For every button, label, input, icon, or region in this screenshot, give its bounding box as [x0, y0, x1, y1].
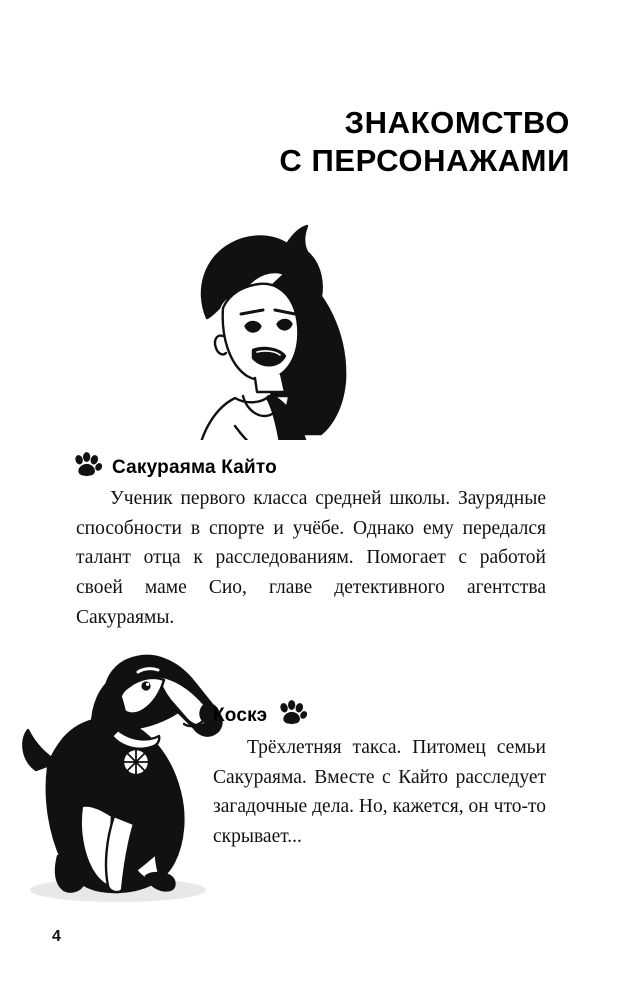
character-2-name: Коскэ	[213, 705, 268, 726]
page-number: 4	[52, 928, 61, 945]
boy-pointing-illustration	[95, 140, 385, 440]
paw-print-icon	[277, 700, 307, 732]
page-title-line-2: С ПЕРСОНАЖАМИ	[279, 142, 570, 178]
character-1-description: Ученик первого класса средней школы. Заурядные способности в спорте и учёбе. Однако ему передался талант отца к расследованиям. Помогает с работой своей маме Сио, главе детективного агентства Сакураямы.	[76, 488, 546, 628]
character-2-description: Трёхлетняя такса. Питомец семьи Сакураяма. Вместе с Кайто расследует загадочные дела. Но, кажется, он что-то скрывает...	[213, 737, 546, 847]
dachshund-dog-illustration	[18, 620, 233, 920]
page-title-line-1: ЗНАКОМСТВО	[344, 105, 570, 140]
paw-print-icon	[72, 452, 102, 484]
character-2-heading	[213, 700, 307, 732]
character-1-name: Сакураяма Кайто	[112, 457, 277, 478]
character-1-heading	[72, 452, 277, 484]
